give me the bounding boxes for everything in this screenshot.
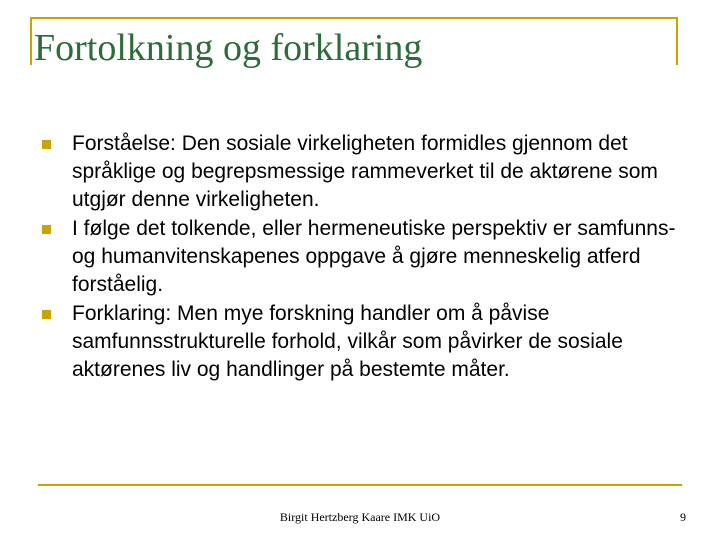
bullet-list bbox=[42, 130, 692, 385]
slide-title: Fortolkning og forklaring bbox=[34, 27, 423, 69]
square-bullet-icon bbox=[42, 225, 51, 234]
bullet-text: Forståelse: Den sosiale virkeligheten formidles gjennom det språklige og begrepsmessige rammeverket til de aktørene som utgjør denne virkeligheten. bbox=[72, 132, 658, 211]
title-frame-top-line bbox=[30, 17, 678, 19]
bullet-text: Forklaring: Men mye forskning handler om å påvise samfunnsstrukturelle forhold, vilkår som påvirker de sosiale aktørenes liv og handlinger på bestemte måter. bbox=[72, 302, 623, 381]
bullet-text: I følge det tolkende, eller hermeneutiske perspektiv er samfunns- og humanvitenskapenes oppgave å gjøre menneskelig atferd forståelig. bbox=[72, 217, 676, 296]
bullet-item bbox=[42, 215, 692, 299]
bullet-item bbox=[42, 130, 692, 214]
title-frame-right-line bbox=[676, 17, 678, 65]
page-number: 9 bbox=[680, 510, 686, 524]
slide-footer: Birgit Hertzberg Kaare IMK UiO bbox=[279, 510, 441, 524]
square-bullet-icon bbox=[42, 310, 51, 319]
footer-divider-line bbox=[38, 484, 682, 486]
title-frame-left-line bbox=[30, 17, 32, 65]
bullet-item bbox=[42, 300, 692, 384]
square-bullet-icon bbox=[42, 140, 51, 149]
